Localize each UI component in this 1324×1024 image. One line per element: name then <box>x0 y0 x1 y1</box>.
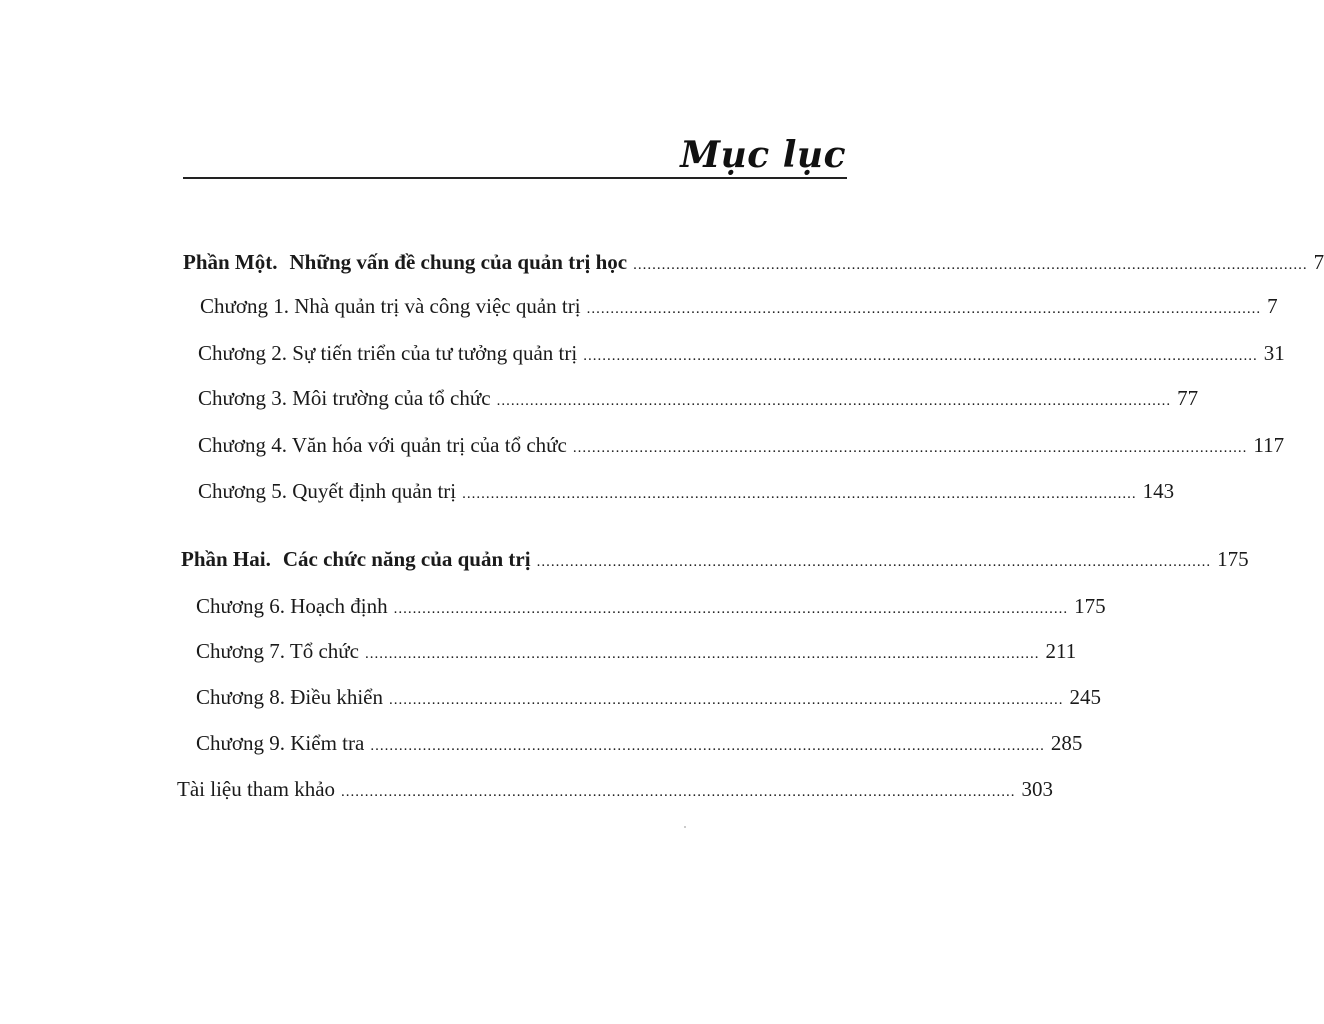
dot-leader: .............................................................................................................................................. <box>583 348 1258 364</box>
paper-speck <box>684 826 686 828</box>
toc-references[interactable] <box>177 775 1054 806</box>
page-number: 175 <box>1074 594 1106 618</box>
title-divider <box>183 177 847 179</box>
toc-chapter-8[interactable] <box>196 683 1101 714</box>
toc-chapter-6[interactable] <box>196 592 1106 623</box>
page-number: 175 <box>1217 547 1249 571</box>
chapter-title: Chương 9. Kiểm tra <box>196 731 365 755</box>
dot-leader: .............................................................................................................................................. <box>370 738 1045 754</box>
page-number: 117 <box>1253 433 1285 457</box>
dot-leader: .............................................................................................................................................. <box>586 301 1262 317</box>
toc-chapter-1[interactable] <box>200 292 1278 323</box>
page-number: 285 <box>1050 731 1083 755</box>
dot-leader: .............................................................................................................................................. <box>536 554 1212 570</box>
dot-leader: .............................................................................................................................................. <box>388 692 1064 708</box>
page-number: 211 <box>1045 639 1077 663</box>
page-number: 77 <box>1177 386 1199 410</box>
chapter-title: Chương 2. Sự tiến triển của tư tưởng quản trị <box>198 341 578 365</box>
toc-chapter-2[interactable] <box>198 339 1285 370</box>
dot-leader: .............................................................................................................................................. <box>572 440 1248 456</box>
dot-leader: .............................................................................................................................................. <box>633 257 1308 273</box>
chapter-title: Chương 8. Điều khiển <box>196 685 383 709</box>
dot-leader: .............................................................................................................................................. <box>364 646 1040 662</box>
dot-leader: .............................................................................................................................................. <box>393 601 1069 617</box>
dot-leader: .............................................................................................................................................. <box>462 486 1137 502</box>
toc-part-1[interactable] <box>183 248 1324 279</box>
dot-leader: .............................................................................................................................................. <box>496 393 1172 409</box>
page-number: 245 <box>1069 685 1101 709</box>
page-number: 7 <box>1267 294 1278 318</box>
chapter-title: Chương 3. Môi trường của tổ chức <box>198 386 491 410</box>
part-number: Phần Một. <box>183 250 278 274</box>
toc-part-2[interactable] <box>181 545 1249 576</box>
toc-chapter-5[interactable] <box>198 477 1175 508</box>
dot-leader: .............................................................................................................................................. <box>341 784 1016 800</box>
toc-chapter-4[interactable] <box>198 431 1285 462</box>
references-title: Tài liệu tham khảo <box>177 777 336 801</box>
chapter-title: Chương 1. Nhà quản trị và công việc quản trị <box>200 294 581 318</box>
part-number: Phần Hai. <box>181 547 271 571</box>
chapter-title: Chương 5. Quyết định quản trị <box>198 479 457 503</box>
page-number: 143 <box>1142 479 1175 503</box>
chapter-title: Chương 4. Văn hóa với quản trị của tổ chức <box>198 433 567 457</box>
part-title: Những vấn đề chung của quản trị học <box>289 250 628 274</box>
page-title: Mục lục <box>680 134 846 176</box>
page-number: 303 <box>1021 777 1054 801</box>
chapter-title: Chương 6. Hoạch định <box>196 594 388 618</box>
part-title: Các chức năng của quản trị <box>282 547 531 571</box>
page-number: 31 <box>1263 341 1285 365</box>
chapter-title: Chương 7. Tổ chức <box>196 639 359 663</box>
toc-chapter-9[interactable] <box>196 729 1083 760</box>
toc-chapter-3[interactable] <box>198 384 1199 415</box>
toc-chapter-7[interactable] <box>196 637 1077 668</box>
page-number: 7 <box>1313 250 1324 274</box>
